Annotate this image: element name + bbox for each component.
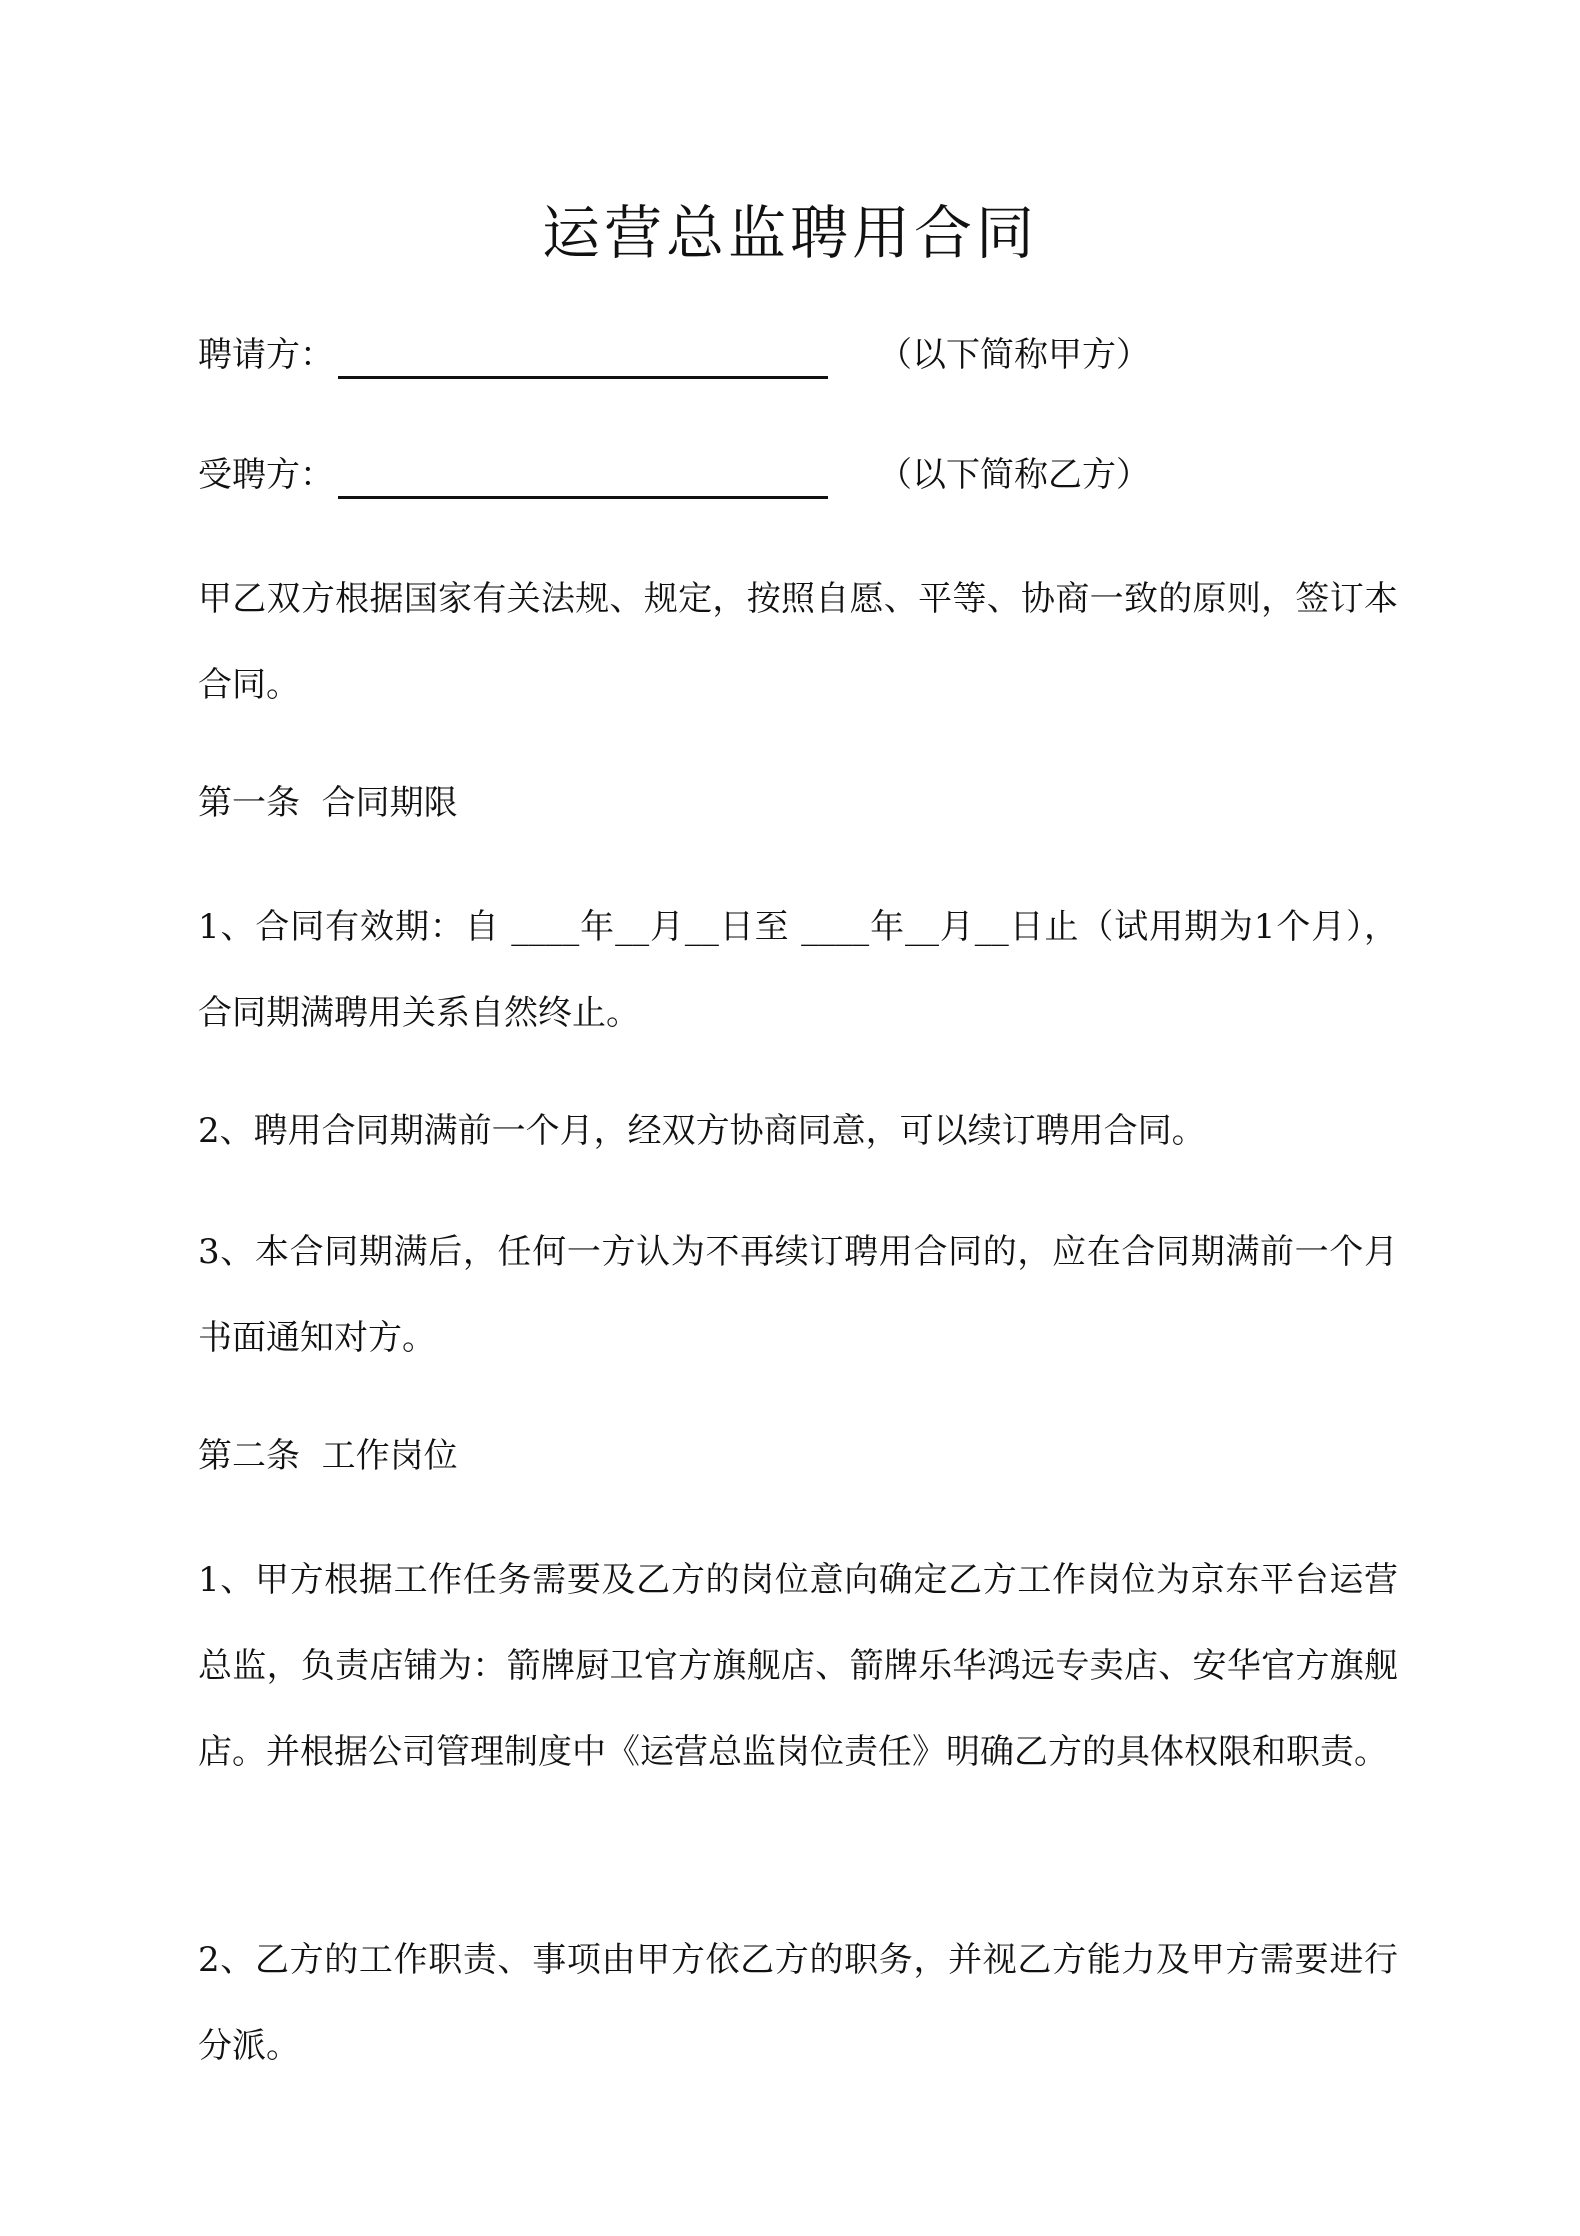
employee-party-line bbox=[198, 451, 1150, 499]
article-1-heading: 第一条 合同期限 bbox=[198, 783, 458, 823]
employer-label: 聘请方： bbox=[198, 335, 334, 375]
article-1-clause-1: 1、合同有效期：自 ____年__月__日至 ____年__月__日止（试用期为1个月），合同期满聘用关系自然终止。 bbox=[198, 907, 1398, 1033]
employee-label: 受聘方： bbox=[198, 455, 334, 495]
employee-name-blank bbox=[338, 458, 828, 499]
employer-name-blank bbox=[338, 338, 828, 379]
article-2-heading: 第二条 工作岗位 bbox=[198, 1436, 458, 1476]
article-2-clause-1: 1、甲方根据工作任务需要及乙方的岗位意向确定乙方工作岗位为京东平台运营总监，负责店铺为：箭牌厨卫官方旗舰店、箭牌乐华鸿远专卖店、安华官方旗舰店。并根据公司管理制度中《运营总监岗位责任》明确乙方的具体权限和职责。 bbox=[198, 1560, 1398, 1772]
intro-paragraph: 甲乙双方根据国家有关法规、规定，按照自愿、平等、协商一致的原则，签订本合同。 bbox=[198, 579, 1398, 705]
article-1-clause-2: 2、聘用合同期满前一个月，经双方协商同意，可以续订聘用合同。 bbox=[198, 1111, 1206, 1151]
employer-party-line bbox=[198, 331, 1150, 379]
employer-note: （以下简称甲方） bbox=[878, 335, 1150, 375]
article-2-clause-2: 2、乙方的工作职责、事项由甲方依乙方的职务，并视乙方能力及甲方需要进行分派。 bbox=[198, 1940, 1398, 2066]
employee-note: （以下简称乙方） bbox=[878, 455, 1150, 495]
page-title: 运营总监聘用合同 bbox=[541, 199, 1038, 267]
article-1-clause-3: 3、本合同期满后，任何一方认为不再续订聘用合同的，应在合同期满前一个月书面通知对方。 bbox=[198, 1232, 1398, 1358]
